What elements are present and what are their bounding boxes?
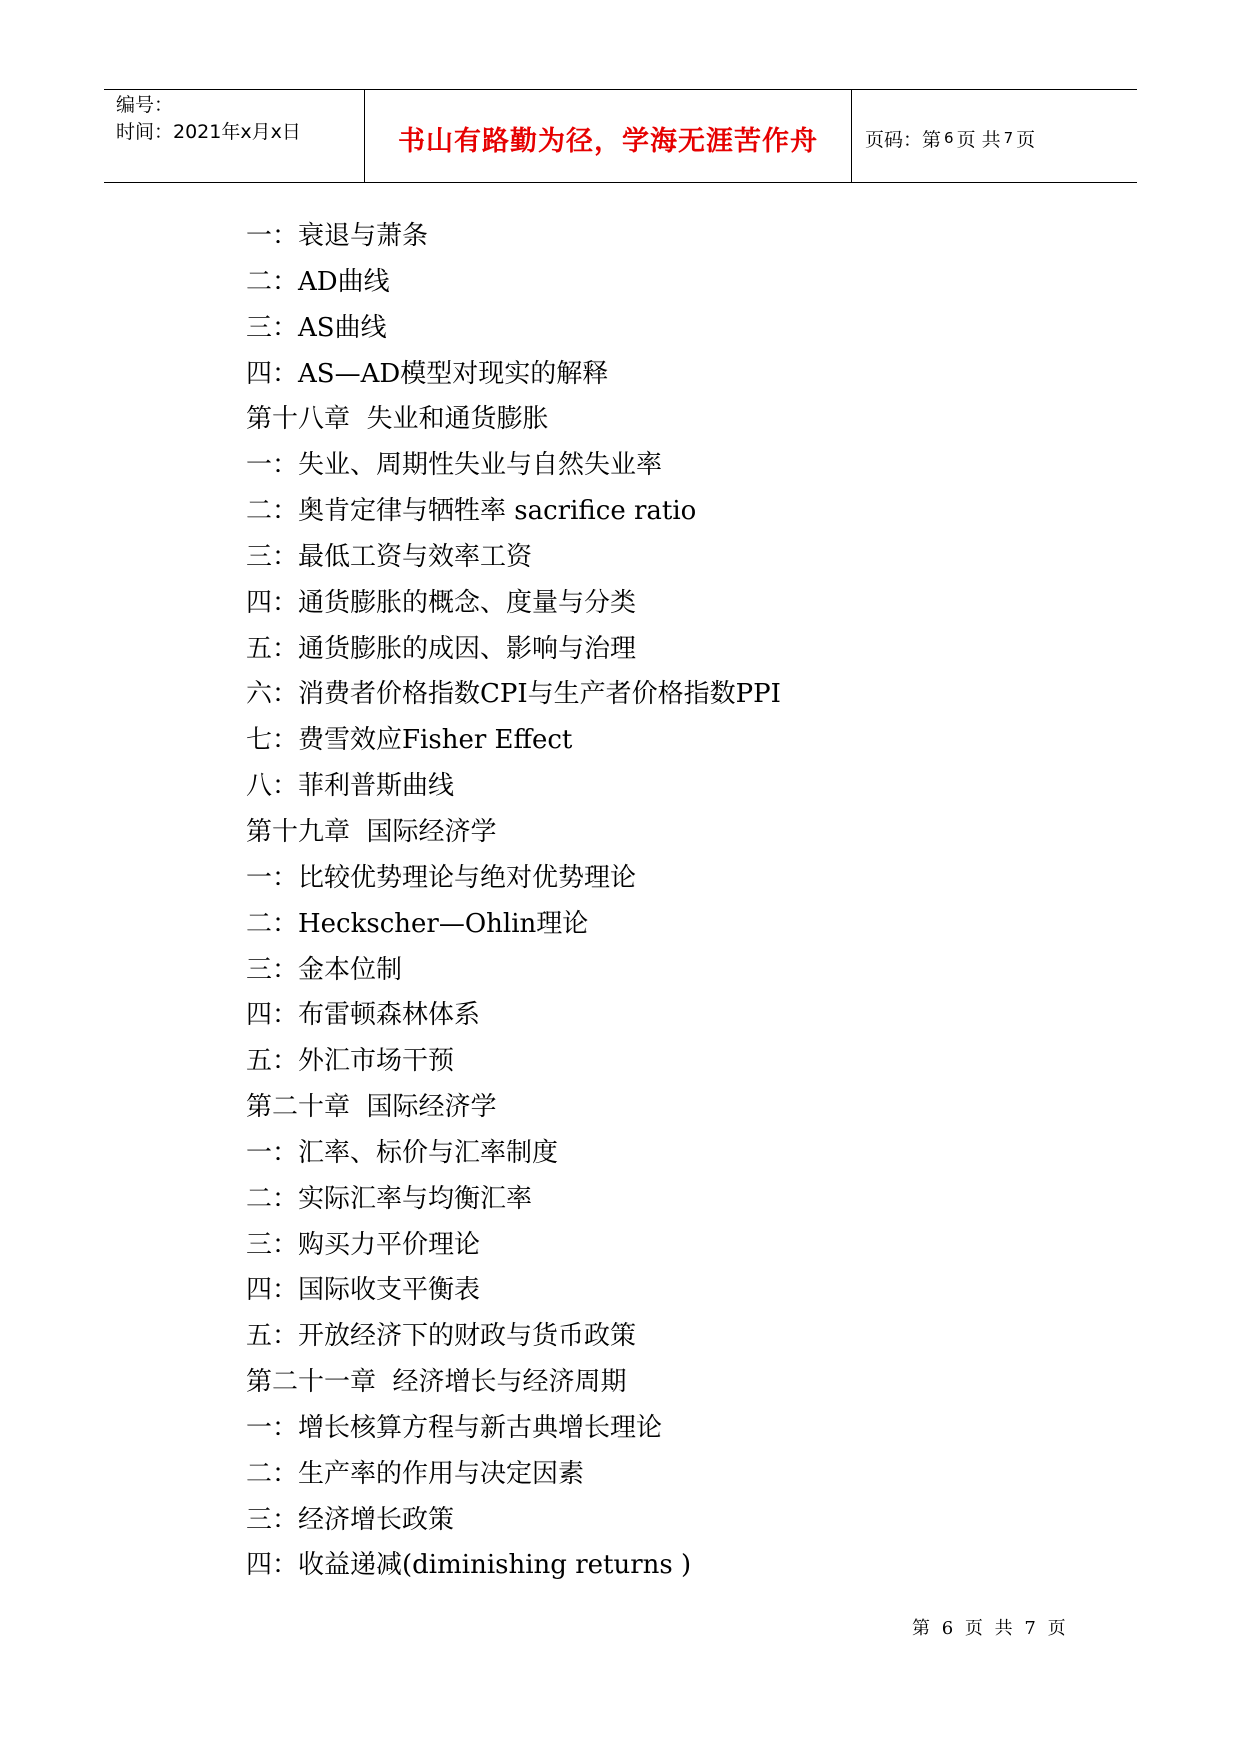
outline-line: 四：通货膨胀的概念、度量与分类: [246, 587, 637, 618]
outline-line: 五：外汇市场干预: [246, 1046, 455, 1077]
outline-line: 八：菲利普斯曲线: [246, 771, 455, 802]
outline-line: 二：生产率的作用与决定因素: [246, 1458, 585, 1489]
outline-line: 七：费雪效应Fisher Effect: [246, 725, 573, 756]
outline-line: 三：购买力平价理论: [246, 1229, 481, 1260]
outline-line: 三：AS曲线: [246, 312, 387, 343]
outline-line: 二：AD曲线: [246, 266, 390, 297]
outline-line: 六：消费者价格指数CPI与生产者价格指数PPI: [246, 679, 781, 710]
outline-line: 五：开放经济下的财政与货币政策: [246, 1321, 637, 1352]
outline-line: 四：收益递减(diminishing returns ): [246, 1550, 692, 1581]
page-mid: 页 共: [956, 128, 1001, 151]
time-label: 时间：2021年x月x日: [116, 121, 301, 143]
footer-suffix: 页: [1047, 1618, 1067, 1639]
footer-total-word: 共: [994, 1618, 1014, 1639]
page-footer: [912, 1614, 1071, 1640]
outline-line: 五：通货膨胀的成因、影响与治理: [246, 633, 637, 664]
outline-line: 一：汇率、标价与汇率制度: [246, 1137, 559, 1168]
outline-line: 四：国际收支平衡表: [246, 1275, 481, 1306]
outline-line: 三：经济增长政策: [246, 1504, 455, 1535]
outline-line: 四：AS—AD模型对现实的解释: [246, 358, 609, 389]
footer-prefix: 第: [912, 1618, 931, 1639]
outline-line: 一：衰退与萧条: [246, 221, 429, 251]
outline-line: 三：金本位制: [246, 954, 403, 985]
outline-line: 四：布雷顿森林体系: [246, 1000, 481, 1031]
page-suffix: 页: [1016, 128, 1036, 151]
outline-line: 一：失业、周期性失业与自然失业率: [246, 450, 663, 481]
outline-line: 二：奥肯定律与牺牲率 sacrifice ratio: [246, 496, 697, 527]
chapter-heading: 第十九章 国际经济学: [246, 816, 497, 847]
footer-page-word: 页: [964, 1618, 984, 1639]
outline-line: 二：Heckscher—Ohlin理论: [246, 908, 589, 939]
chapter-heading: 第十八章 失业和通货膨胀: [246, 404, 549, 435]
footer-total-pages: 7: [1024, 1618, 1037, 1639]
page-prefix: 页码：第: [865, 128, 942, 151]
header-meta: [104, 90, 365, 182]
outline-line: 二：实际汇率与均衡汇率: [246, 1183, 533, 1214]
outline-line: 三：最低工资与效率工资: [246, 541, 533, 572]
footer-current-page: 6: [941, 1618, 955, 1639]
page-current: 6: [944, 129, 954, 147]
chapter-heading: 第二十一章 经济增长与经济周期: [246, 1367, 627, 1398]
motto-text: 书山有路勤为径，学海无涯苦作舟: [398, 125, 818, 157]
chapter-heading: 第二十章 国际经济学: [246, 1092, 497, 1123]
header-page-info: [852, 90, 1137, 182]
document-body: [246, 214, 1126, 1589]
page-total: 7: [1003, 129, 1014, 147]
header-motto: [365, 90, 852, 182]
outline-line: 一：比较优势理论与绝对优势理论: [246, 862, 637, 893]
page-header: [104, 89, 1137, 183]
number-label: 编号：: [116, 94, 174, 116]
outline-line: 一：增长核算方程与新古典增长理论: [246, 1412, 663, 1443]
